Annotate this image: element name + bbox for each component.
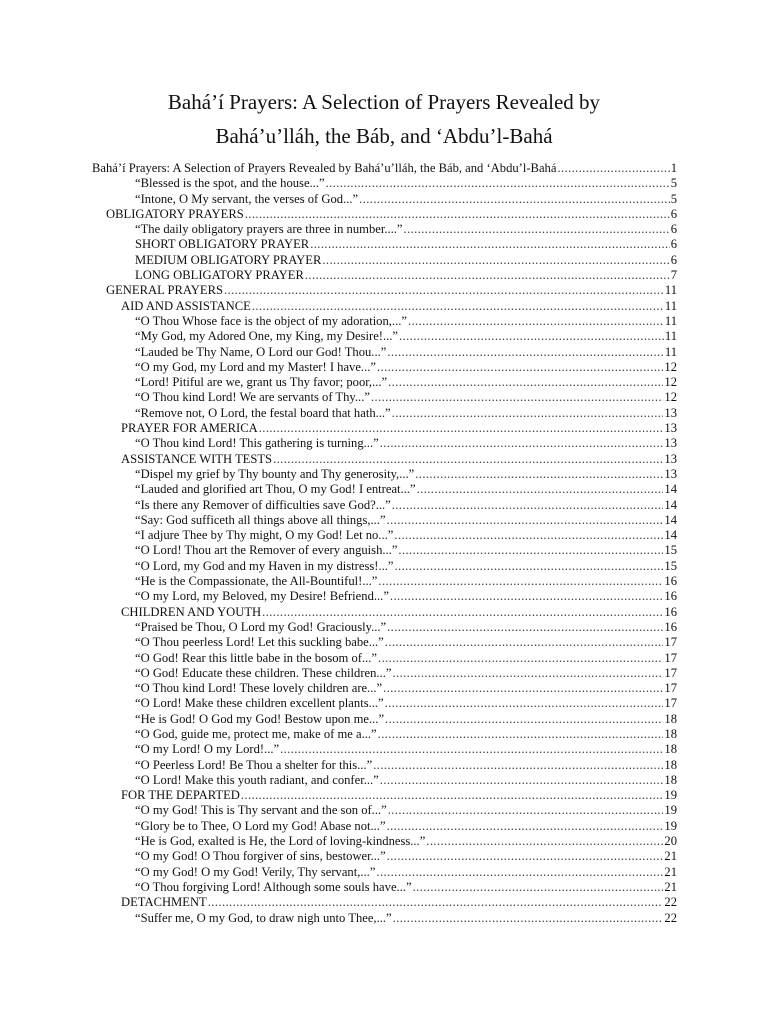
- toc-entry-title: “O God, guide me, protect me, make of me a...”: [135, 726, 377, 741]
- toc-dot-leader: [388, 375, 663, 390]
- toc-page-number: 16: [664, 589, 677, 604]
- toc-dot-leader: [413, 880, 664, 895]
- toc-dot-leader: [557, 161, 669, 176]
- toc-entry-line: [135, 574, 677, 589]
- toc-entry[interactable]: [0, 436, 768, 451]
- toc-entry-line: [135, 314, 677, 329]
- toc-page-number: 1: [670, 161, 677, 175]
- toc-entry-line: [135, 375, 677, 390]
- toc-entry-title: “O Lord! Make this youth radiant, and confer...”: [135, 772, 379, 787]
- toc-entry[interactable]: [0, 696, 768, 711]
- toc-dot-leader: [385, 712, 663, 727]
- toc-page-number: 11: [664, 298, 677, 313]
- toc-entry-line: [135, 712, 677, 727]
- toc-entry-line: [135, 819, 677, 834]
- toc-page-number: 15: [664, 558, 677, 573]
- toc-entry-title: “Is there any Remover of difficulties save God?...”: [135, 497, 391, 512]
- toc-entry-line: [135, 237, 677, 252]
- toc-dot-leader: [426, 834, 663, 849]
- toc-entry-title: CHILDREN AND YOUTH: [121, 604, 262, 619]
- toc-entry-line: [106, 283, 677, 298]
- toc-entry[interactable]: [0, 895, 768, 910]
- toc-entry[interactable]: [0, 498, 768, 513]
- toc-dot-leader: [387, 620, 663, 635]
- toc-page-number: 17: [664, 635, 677, 650]
- toc-dot-leader: [380, 773, 664, 788]
- toc-entry-title: “Lauded be Thy Name, O Lord our God! Thou...”: [135, 344, 387, 359]
- toc-entry[interactable]: [0, 207, 768, 222]
- toc-dot-leader: [394, 528, 663, 543]
- toc-entry-title: “Blessed is the spot, and the house...”: [135, 176, 325, 191]
- toc-dot-leader: [392, 498, 664, 513]
- toc-entry-line: [135, 513, 677, 528]
- toc-dot-leader: [326, 176, 670, 191]
- toc-entry[interactable]: [0, 329, 768, 344]
- toc-entry-title: “O Lord, my God and my Haven in my distress!...”: [135, 558, 394, 573]
- toc-entry-title: “The daily obligatory prayers are three in number....”: [135, 222, 403, 237]
- toc-page-number: 13: [664, 421, 677, 436]
- toc-dot-leader: [371, 390, 663, 405]
- toc-entry-title: “O my God, my Lord and my Master! I have...”: [135, 359, 376, 374]
- toc-entry-title: “My God, my Adored One, my King, my Desire!...”: [135, 329, 399, 344]
- toc-entry-title: “O Thou peerless Lord! Let this suckling babe...”: [135, 635, 384, 650]
- toc-entry[interactable]: [0, 452, 768, 467]
- toc-entry-line: [135, 727, 677, 742]
- toc-entry[interactable]: [0, 651, 768, 666]
- toc-entry[interactable]: [0, 513, 768, 528]
- toc-entry[interactable]: [0, 161, 768, 176]
- toc-entry-line: [135, 620, 677, 635]
- toc-entry-title: “O Thou forgiving Lord! Although some souls have...”: [135, 879, 412, 894]
- toc-entry-line: [135, 696, 677, 711]
- toc-entry[interactable]: [0, 482, 768, 497]
- toc-entry-title: “Say: God sufficeth all things above all things,...”: [135, 512, 386, 527]
- toc-entry-title: “I adjure Thee by Thy might, O my God! Let no...”: [135, 528, 394, 543]
- toc-entry[interactable]: [0, 773, 768, 788]
- toc-entry[interactable]: [0, 742, 768, 757]
- toc-entry[interactable]: [0, 681, 768, 696]
- toc-dot-leader: [408, 314, 664, 329]
- toc-entry-title: GENERAL PRAYERS: [106, 283, 223, 298]
- toc-entry-title: “Lord! Pitiful are we, grant us Thy favor; poor,...”: [135, 375, 388, 390]
- toc-dot-leader: [208, 895, 664, 910]
- toc-entry-title: “O Lord! Thou art the Remover of every anguish...”: [135, 543, 398, 558]
- toc-entry-title: “He is God, exalted is He, the Lord of loving-kindness...”: [135, 834, 426, 849]
- toc-page-number: 19: [664, 818, 677, 833]
- toc-entry-line: [135, 742, 677, 757]
- toc-entry[interactable]: [0, 605, 768, 620]
- toc-dot-leader: [224, 283, 664, 298]
- toc-page-number: 14: [664, 482, 677, 497]
- toc-entry-title: PRAYER FOR AMERICA: [121, 421, 258, 436]
- toc-entry-line: [121, 895, 677, 910]
- toc-dot-leader: [387, 345, 664, 360]
- toc-page-number: 11: [664, 344, 677, 359]
- toc-page-number: 6: [670, 206, 677, 221]
- toc-dot-leader: [378, 727, 664, 742]
- toc-dot-leader: [385, 696, 664, 711]
- toc-page-number: 18: [664, 711, 677, 726]
- toc-entry-title: “Remove not, O Lord, the festal board that hath...”: [135, 405, 391, 420]
- toc-page-number: 21: [664, 879, 677, 894]
- toc-page-number: 13: [664, 451, 677, 466]
- toc-entry-title: ASSISTANCE WITH TESTS: [121, 451, 273, 466]
- toc-dot-leader: [387, 849, 664, 864]
- toc-entry-title: “Suffer me, O my God, to draw nigh unto Thee,...”: [135, 910, 392, 925]
- toc-dot-leader: [359, 192, 670, 207]
- toc-entry[interactable]: [0, 467, 768, 482]
- toc-entry-line: [135, 268, 677, 283]
- toc-entry[interactable]: [0, 268, 768, 283]
- toc-entry-line: [135, 849, 677, 864]
- toc-entry[interactable]: [0, 192, 768, 207]
- toc-entry[interactable]: [0, 375, 768, 390]
- toc-dot-leader: [383, 681, 663, 696]
- toc-page-number: 12: [664, 359, 677, 374]
- toc-entry-title: AID AND ASSISTANCE: [121, 298, 251, 313]
- toc-entry-title: “He is the Compassionate, the All-Bountiful!...”: [135, 574, 378, 589]
- toc-entry-line: [121, 788, 677, 803]
- toc-dot-leader: [417, 482, 664, 497]
- toc-entry[interactable]: [0, 528, 768, 543]
- toc-page-number: 20: [664, 834, 677, 849]
- toc-dot-leader: [280, 742, 663, 757]
- toc-dot-leader: [310, 237, 670, 252]
- toc-dot-leader: [376, 865, 663, 880]
- toc-page-number: 6: [670, 252, 677, 267]
- toc-dot-leader: [392, 666, 663, 681]
- toc-entry[interactable]: [0, 222, 768, 237]
- toc-entry-line: [135, 482, 677, 497]
- toc-entry-title: SHORT OBLIGATORY PRAYER: [135, 237, 310, 252]
- toc-entry[interactable]: [0, 283, 768, 298]
- toc-entry[interactable]: [0, 819, 768, 834]
- toc-page-number: 13: [664, 436, 677, 451]
- toc-page-number: 16: [664, 619, 677, 634]
- toc-entry-line: [135, 651, 677, 666]
- toc-entry-title: “O God! Rear this little babe in the bosom of...”: [135, 650, 378, 665]
- toc-entry-line: [135, 773, 677, 788]
- toc-entry-title: “O Thou kind Lord! This gathering is turning...”: [135, 436, 379, 451]
- toc-page-number: 5: [670, 191, 677, 206]
- toc-page-number: 11: [664, 329, 677, 344]
- toc-entry-line: [121, 452, 677, 467]
- toc-page-number: 16: [664, 574, 677, 589]
- toc-entry-line: [121, 605, 677, 620]
- toc-page-number: 11: [664, 283, 677, 298]
- toc-page-number: 7: [670, 268, 677, 283]
- toc-dot-leader: [399, 329, 664, 344]
- toc-page-number: 13: [664, 466, 677, 481]
- toc-page-number: 6: [670, 237, 677, 252]
- toc-dot-leader: [252, 299, 664, 314]
- toc-entry[interactable]: [0, 589, 768, 604]
- toc-page-number: 12: [664, 375, 677, 390]
- toc-entry[interactable]: [0, 390, 768, 405]
- toc-entry-line: [135, 803, 677, 818]
- toc-page-number: 19: [664, 803, 677, 818]
- toc-page-number: 21: [664, 864, 677, 879]
- toc-dot-leader: [273, 452, 663, 467]
- toc-dot-leader: [390, 589, 664, 604]
- toc-dot-leader: [380, 436, 664, 451]
- toc-entry-line: [135, 559, 677, 574]
- toc-entry[interactable]: [0, 834, 768, 849]
- toc-page-number: 22: [664, 910, 677, 925]
- toc-page-number: 17: [664, 681, 677, 696]
- toc-entry-line: [135, 528, 677, 543]
- toc-page-number: 18: [664, 757, 677, 772]
- toc-dot-leader: [377, 360, 663, 375]
- toc-entry-line: [135, 192, 677, 207]
- toc-entry[interactable]: [0, 620, 768, 635]
- table-of-contents: [0, 161, 768, 926]
- toc-entry-line: [135, 666, 677, 681]
- toc-entry-title: “Praised be Thou, O Lord my God! Graciously...”: [135, 619, 387, 634]
- toc-dot-leader: [373, 758, 663, 773]
- toc-dot-leader: [305, 268, 670, 283]
- toc-entry[interactable]: [0, 803, 768, 818]
- toc-entry-line: [135, 681, 677, 696]
- toc-dot-leader: [259, 421, 664, 436]
- toc-page-number: 13: [664, 405, 677, 420]
- toc-dot-leader: [378, 574, 663, 589]
- toc-dot-leader: [393, 911, 664, 926]
- toc-entry-title: “O my God! O my God! Verily, Thy servant,...”: [135, 864, 376, 879]
- toc-page-number: 18: [664, 726, 677, 741]
- toc-entry-line: [135, 390, 677, 405]
- toc-entry-line: [135, 543, 677, 558]
- toc-page-number: 6: [670, 222, 677, 237]
- document-title-line-2: Bahá’u’lláh, the Báb, and ‘Abdu’l-Bahá: [215, 124, 553, 148]
- toc-entry-title: “Dispel my grief by Thy bounty and Thy generosity,...”: [135, 466, 415, 481]
- toc-entry-title: “O my God! O Thou forgiver of sins, bestower...”: [135, 849, 386, 864]
- toc-entry[interactable]: [0, 176, 768, 191]
- toc-entry[interactable]: [0, 360, 768, 375]
- toc-dot-leader: [262, 605, 663, 620]
- toc-page-number: 18: [664, 742, 677, 757]
- toc-page-number: 19: [664, 788, 677, 803]
- toc-entry-line: [92, 161, 677, 176]
- toc-entry-title: “O Thou kind Lord! We are servants of Thy...”: [135, 390, 370, 405]
- toc-entry-line: [135, 911, 677, 926]
- toc-entry[interactable]: [0, 758, 768, 773]
- toc-page-number: 18: [664, 772, 677, 787]
- toc-dot-leader: [241, 788, 664, 803]
- toc-entry-title: LONG OBLIGATORY PRAYER: [135, 268, 304, 283]
- toc-entry[interactable]: [0, 849, 768, 864]
- toc-entry-line: [135, 176, 677, 191]
- toc-dot-leader: [404, 222, 670, 237]
- toc-entry[interactable]: [0, 314, 768, 329]
- toc-page-number: 17: [664, 696, 677, 711]
- toc-dot-leader: [415, 467, 663, 482]
- toc-entry-line: [135, 834, 677, 849]
- toc-entry-line: [135, 436, 677, 451]
- toc-entry[interactable]: [0, 911, 768, 926]
- toc-entry[interactable]: [0, 635, 768, 650]
- toc-page-number: 11: [664, 313, 677, 328]
- toc-entry[interactable]: [0, 421, 768, 436]
- toc-entry-line: [135, 360, 677, 375]
- toc-entry[interactable]: [0, 559, 768, 574]
- toc-entry-title: “Intone, O My servant, the verses of God...”: [135, 191, 359, 206]
- toc-page-number: 14: [664, 497, 677, 512]
- toc-entry[interactable]: [0, 865, 768, 880]
- toc-entry-line: [106, 207, 677, 222]
- toc-page-number: 12: [664, 390, 677, 405]
- toc-entry-title: “Lauded and glorified art Thou, O my God! I entreat...”: [135, 482, 416, 497]
- toc-entry-line: [135, 406, 677, 421]
- toc-page-number: 17: [664, 650, 677, 665]
- toc-entry[interactable]: [0, 574, 768, 589]
- toc-dot-leader: [387, 513, 664, 528]
- toc-dot-leader: [322, 253, 669, 268]
- toc-dot-leader: [398, 543, 663, 558]
- toc-entry-title: “O my Lord! O my Lord!...”: [135, 742, 280, 757]
- toc-entry-line: [121, 299, 677, 314]
- toc-page-number: 16: [664, 604, 677, 619]
- toc-entry-line: [135, 635, 677, 650]
- toc-entry-line: [135, 880, 677, 895]
- toc-entry-line: [135, 329, 677, 344]
- toc-entry-title: “O Lord! Make these children excellent plants...”: [135, 696, 384, 711]
- toc-entry-title: “O my Lord, my Beloved, my Desire! Befriend...”: [135, 589, 389, 604]
- toc-page-number: 22: [664, 895, 677, 910]
- toc-entry-line: [135, 222, 677, 237]
- toc-entry-line: [135, 467, 677, 482]
- toc-entry[interactable]: [0, 406, 768, 421]
- toc-page-number: 21: [664, 849, 677, 864]
- toc-page-number: 5: [670, 176, 677, 191]
- toc-entry-title: MEDIUM OBLIGATORY PRAYER: [135, 252, 322, 267]
- toc-entry[interactable]: [0, 345, 768, 360]
- toc-page-number: 17: [664, 665, 677, 680]
- toc-entry[interactable]: [0, 237, 768, 252]
- toc-entry[interactable]: [0, 880, 768, 895]
- toc-entry-title: “O Peerless Lord! Be Thou a shelter for this...”: [135, 757, 373, 772]
- toc-entry-line: [135, 589, 677, 604]
- toc-page-number: 14: [664, 528, 677, 543]
- toc-entry-title: DETACHMENT: [121, 895, 207, 910]
- toc-dot-leader: [394, 559, 663, 574]
- toc-entry-line: [135, 253, 677, 268]
- toc-entry-title: Bahá’í Prayers: A Selection of Prayers Revealed by Bahá’u’lláh, the Báb, and ‘Abdu’l-Bahá: [92, 161, 557, 175]
- toc-entry-title: “O Thou kind Lord! These lovely children are...”: [135, 681, 383, 696]
- toc-entry[interactable]: [0, 712, 768, 727]
- toc-entry-line: [135, 758, 677, 773]
- toc-entry[interactable]: [0, 299, 768, 314]
- toc-entry-line: [135, 345, 677, 360]
- toc-dot-leader: [245, 207, 670, 222]
- toc-entry-title: “O God! Educate these children. These children...”: [135, 665, 392, 680]
- toc-entry-title: “Glory be to Thee, O Lord my God! Abase not...”: [135, 818, 386, 833]
- toc-entry[interactable]: [0, 543, 768, 558]
- toc-entry-title: FOR THE DEPARTED: [121, 788, 240, 803]
- toc-dot-leader: [392, 406, 664, 421]
- toc-entry-line: [135, 498, 677, 513]
- toc-entry-title: “O my God! This is Thy servant and the son of...”: [135, 803, 387, 818]
- toc-entry-title: “O Thou Whose face is the object of my adoration,...”: [135, 313, 407, 328]
- toc-page-number: 14: [664, 512, 677, 527]
- toc-page-number: 15: [664, 543, 677, 558]
- toc-entry-title: OBLIGATORY PRAYERS: [106, 206, 244, 221]
- toc-entry-line: [135, 865, 677, 880]
- toc-entry-title: “He is God! O God my God! Bestow upon me...”: [135, 711, 385, 726]
- toc-dot-leader: [388, 803, 664, 818]
- toc-entry-line: [121, 421, 677, 436]
- toc-entry[interactable]: [0, 788, 768, 803]
- toc-dot-leader: [387, 819, 664, 834]
- toc-entry[interactable]: [0, 727, 768, 742]
- toc-entry[interactable]: [0, 666, 768, 681]
- toc-dot-leader: [385, 635, 664, 650]
- toc-dot-leader: [378, 651, 663, 666]
- document-title-line-1: Bahá’í Prayers: A Selection of Prayers Revealed by: [167, 90, 601, 114]
- toc-entry[interactable]: [0, 253, 768, 268]
